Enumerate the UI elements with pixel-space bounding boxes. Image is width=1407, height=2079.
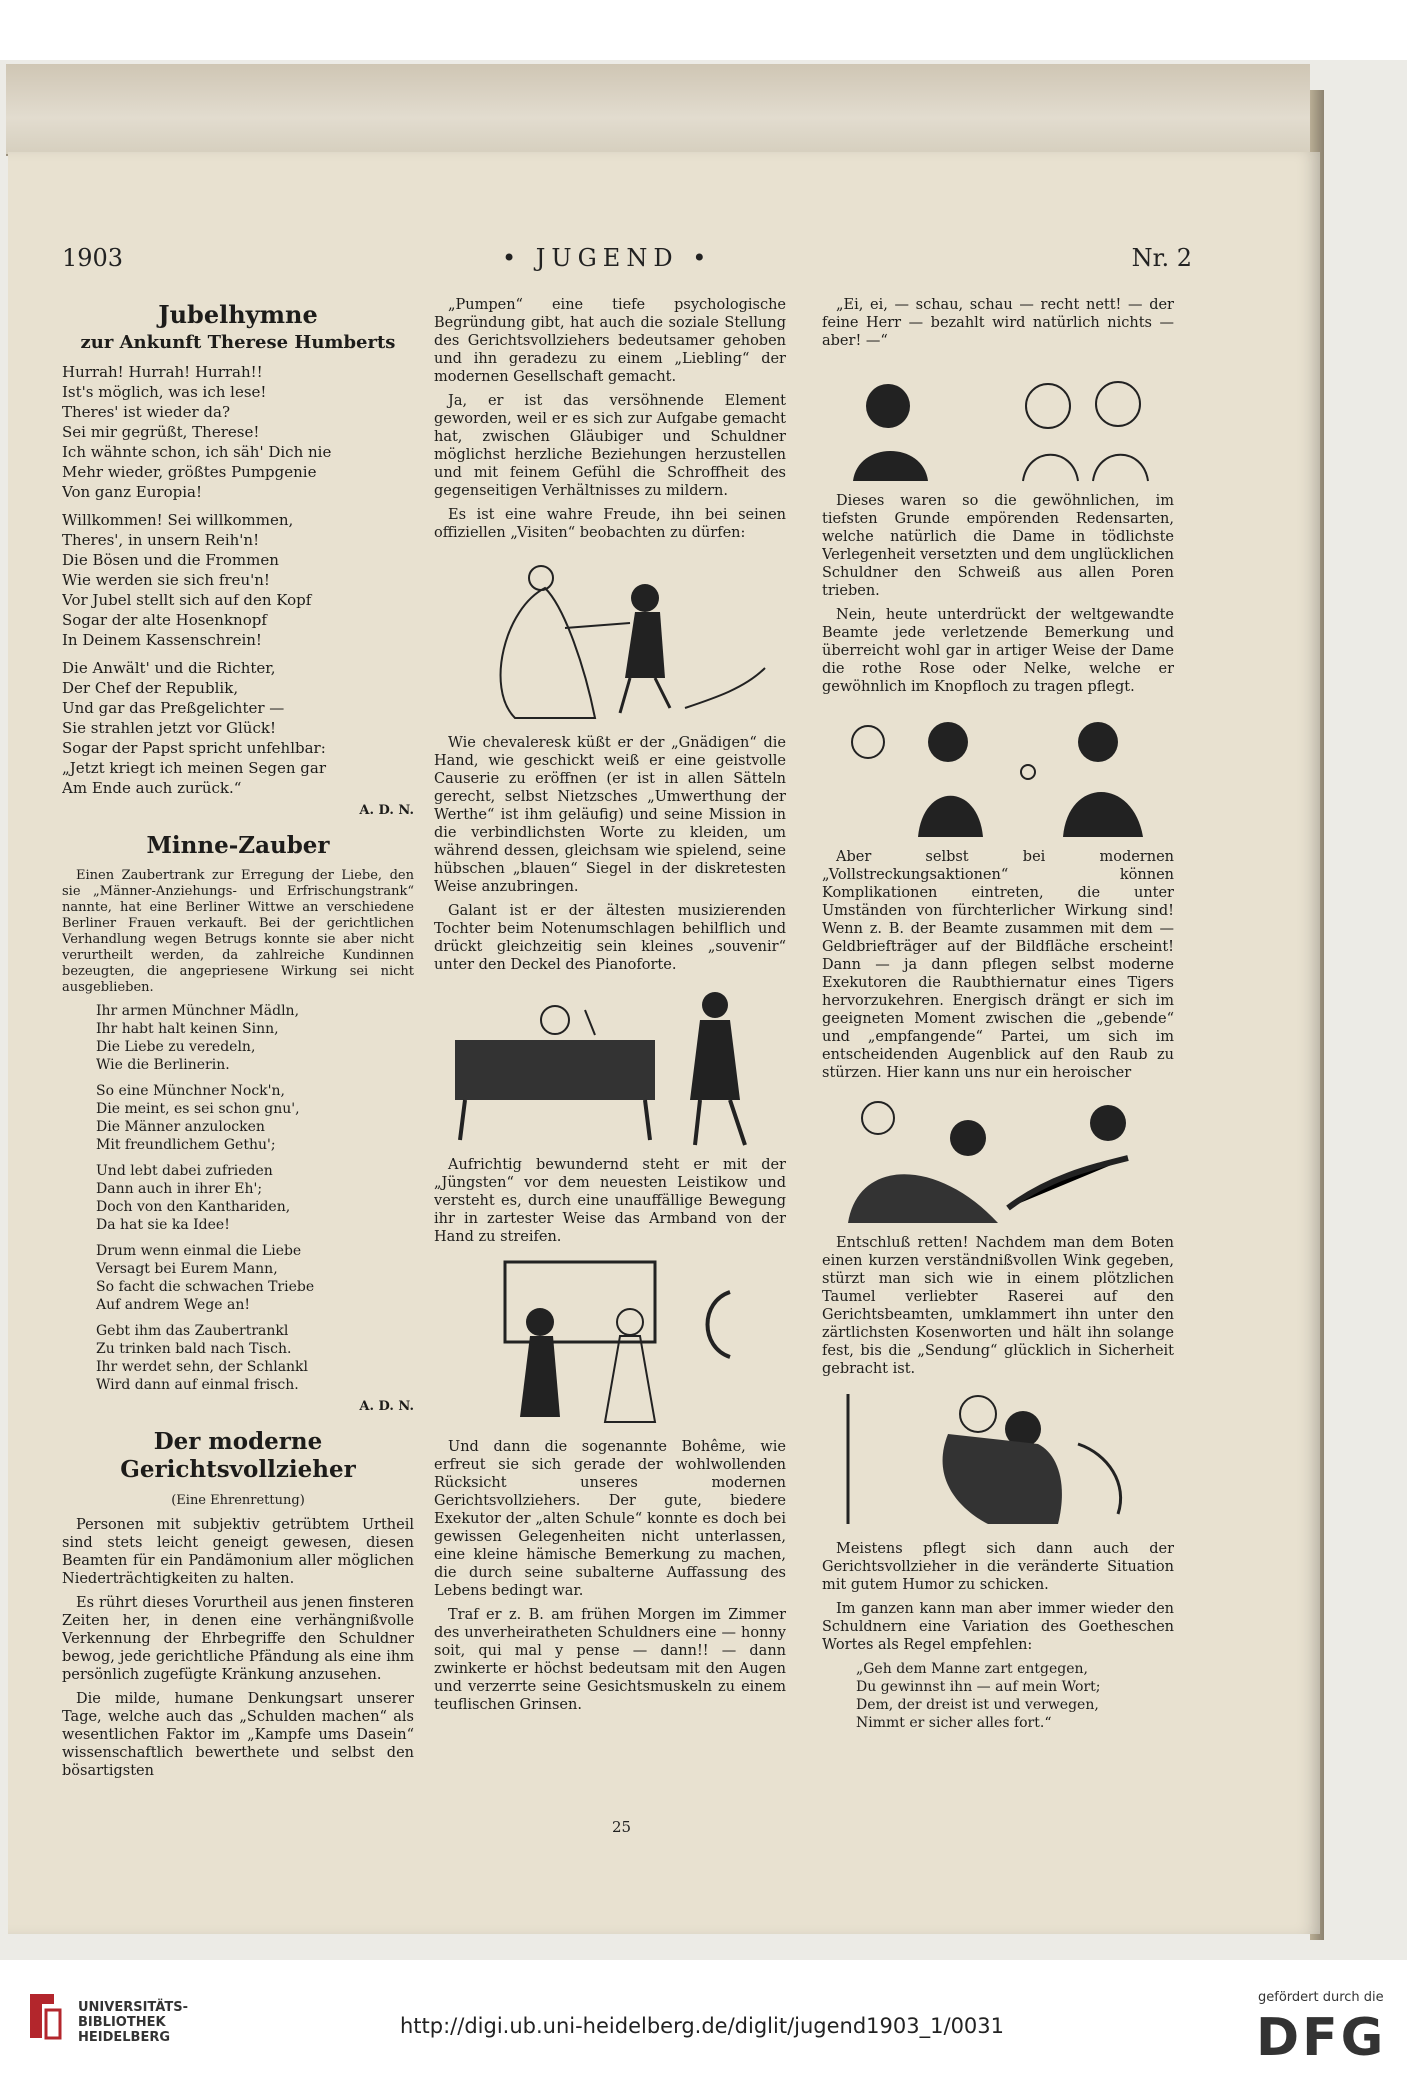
illustration-struggle bbox=[828, 1088, 1168, 1228]
header-year: 1903 bbox=[62, 244, 124, 272]
closing-verse: „Geh dem Manne zart entgegen, Du gewinnst ihn — auf mein Wort; Dem, der dreist ist und verwegen, Nimmt er sicher alles fort.“ bbox=[856, 1661, 1101, 1731]
article-title: Der moderne Gerichtsvollzieher bbox=[120, 1428, 356, 1483]
funder-caption: gefördert durch die bbox=[1258, 1990, 1384, 2005]
article-paragraph: Ja, er ist das versöhnende Element geworden, weil er es sich zur Aufgabe gemacht hat, zwischen Gläubiger und Schuldner möglichst herzliche Beziehungen herzustellen und mit feinem Gefühl die Schroffheit des gegenseitigen Verhältnisses zu mildern. bbox=[434, 393, 786, 499]
column-middle bbox=[434, 296, 786, 1846]
column-left bbox=[62, 296, 414, 1846]
article-paragraph: Aber selbst bei modernen „Vollstreckungsaktionen“ können Komplikationen eintreten, die unter Umständen von fürchterlicher Wirkung sind! Wenn z. B. der Beamte zusammen mit dem — Geldbriefträger auf der Bildfläche erscheint! Dann — ja dann pflegen selbst moderne Exekutoren die Raubthiernatur eines Tigers hervorzukehren. Energisch drängt er sich im geeigneten Moment zwischen die „gebende“ und „empfangende“ Partei, um sich im entscheidenden Augenblick auf den Raub zu stürzen. Hier kann uns nur ein heroischer bbox=[822, 849, 1174, 1081]
poem-stanza: Willkommen! Sei willkommen, Theres', in unsern Reih'n! Die Bösen und die Frommen Wie werden sie sich freu'n! Vor Jubel stellt sich auf den Kopf Sogar der alte Hosenknopf In Deinem Kassenschrein! bbox=[62, 511, 312, 649]
article-paragraph: Aufrichtig bewundernd steht er mit der „Jüngsten“ vor dem neuesten Leistikow und versteht es, durch eine unauffällige Bewegung ihr in zartester Weise das Armband von der Hand zu streifen. bbox=[434, 1157, 786, 1245]
source-url-link[interactable]: http://digi.ub.uni-heidelberg.de/diglit/jugend1903_1/0031 bbox=[400, 2014, 1005, 2038]
poem-title-jubelhymne: Jubelhymne bbox=[158, 300, 318, 329]
poem-stanza: Ihr armen Münchner Mädln, Ihr habt halt keinen Sinn, Die Liebe zu veredeln, Wie die Berlinerin. bbox=[96, 1003, 300, 1073]
article-paragraph: Und dann die sogenannte Bohême, wie erfreut sie sich gerade der wohlwollenden Rücksicht unseres modernen Gerichtsvollziehers. Der gute, biedere Exekutor der „alten Schule“ konnte es doch bei gewissen Gelegenheiten nicht unterlassen, eine kleine hämische Bemerkung zu machen, die durch seine subalterne Auffassung des Lebens bedingt war. bbox=[434, 1439, 786, 1599]
poem-intro: Einen Zaubertrank zur Erregung der Liebe, den sie „Männer-Anziehungs- und Erfrischungstrank“ nannte, hat eine Berliner Wittwe an verschiedene Berliner Frauen verkauft. Bei der gerichtlichen Verhandlung wegen Betrugs konnte sie aber nicht verurtheilt werden, da zahlreiche Kundinnen bezeugten, die angepriesene Wirkung sei nicht ausgeblieben. bbox=[62, 868, 414, 995]
illustration-rose-gift bbox=[828, 702, 1168, 842]
poem-signature: A. D. N. bbox=[359, 803, 414, 818]
poem-title-minne-zauber: Minne-Zauber bbox=[146, 832, 330, 859]
poem-signature: A. D. N. bbox=[359, 1399, 414, 1414]
page-number: 25 bbox=[612, 1818, 632, 1836]
article-paragraph: Wie chevaleresk küßt er der „Gnädigen“ die Hand, wie geschickt weiß er eine geistvolle Causerie zu eröffnen (er ist in allen Sätteln gerecht, selbst Nietzsches „Umwerthung der Werthe“ ist ihm geläufig) und seine Mission in die verbindlichsten Worte zu kleiden, um während dessen, gleichsam wie spielend, seine hübschen „blauen“ Siegel in der diskretesten Weise anzubringen. bbox=[434, 735, 786, 895]
article-paragraph: Galant ist er der ältesten musizierenden Tochter beim Notenumschlagen behilflich und drückt gleichzeitig sein kleines „souvenir“ unter den Deckel des Pianoforte. bbox=[434, 903, 786, 973]
poem-stanza: Hurrah! Hurrah! Hurrah!! Ist's möglich, was ich lese! Theres' ist wieder da? Sei mir gegrüßt, Therese! Ich wähnte schon, ich säh' Dich nie Mehr wieder, größtes Pumpgenie Von ganz Europia! bbox=[62, 363, 332, 501]
poem-stanza: Drum wenn einmal die Liebe Versagt bei Eurem Mann, So facht die schwachen Triebe Auf andrem Wege an! bbox=[96, 1243, 315, 1313]
library-logo-icon bbox=[24, 1990, 66, 2042]
illustration-embrace bbox=[828, 1384, 1168, 1534]
article-paragraph: Dieses waren so die gewöhnlichen, im tiefsten Grunde empörenden Redensarten, welche natürlich die Dame in tödlichste Verlegenheit versetzten und dem unglücklichen Schuldner den Schweiß aus allen Poren trieben. bbox=[822, 493, 1174, 599]
illustration-three-faces bbox=[828, 356, 1168, 486]
poem-stanza: So eine Münchner Nock'n, Die meint, es sei schon gnu', Die Männer anzulocken Mit freundlichem Gethu'; bbox=[96, 1083, 300, 1153]
article-paragraph: Entschluß retten! Nachdem man dem Boten einen kurzen verständnißvollen Wink gegeben, stürzt man sich wie in einem plötzlichen Taumel verliebter Raserei auf den Gerichtsbeamten, umklammert ihn unter den zärtlichsten Kosenworten und hält ihn solange fest, bis die „Sendung“ glücklich in Sicherheit gebracht ist. bbox=[822, 1235, 1174, 1377]
illustration-piano bbox=[445, 980, 775, 1150]
library-name: UNIVERSITÄTS- BIBLIOTHEK HEIDELBERG bbox=[78, 2000, 188, 2045]
book-top-edge bbox=[6, 64, 1310, 156]
article-paragraph: Meistens pflegt sich dann auch der Gerichtsvollzieher in die veränderte Situation mit gutem Humor zu schicken. bbox=[822, 1541, 1174, 1593]
poem-stanza: Die Anwält' und die Richter, Der Chef der Republik, Und gar das Preßgelichter — Sie strahlen jetzt vor Glück! Sogar der Papst spricht unfehlbar: „Jetzt kriegt ich meinen Segen gar Am Ende auch zurück.“ bbox=[62, 659, 326, 797]
funder-logo: DFG bbox=[1256, 2008, 1387, 2068]
article-paragraph: Im ganzen kann man aber immer wieder den Schuldnern eine Variation des Goetheschen Wortes als Regel empfehlen: bbox=[822, 1601, 1174, 1653]
column-right bbox=[822, 296, 1174, 1846]
poem-subtitle: zur Ankunft Therese Humberts bbox=[80, 332, 396, 353]
page-header bbox=[62, 244, 1192, 280]
article-paragraph: Es rührt dieses Vorurtheil aus jenen finsteren Zeiten her, in denen eine verhängnißvolle Verkennung der Ehrbegriffe den Schuldner bewog, jede gerichtliche Pfändung als eine ihm persönlich zugefügte Kränkung anzusehen. bbox=[62, 1595, 414, 1683]
poem-stanza: Gebt ihm das Zaubertrankl Zu trinken bald nach Tisch. Ihr werdet sehn, der Schlankl Wird dann auf einmal frisch. bbox=[96, 1323, 309, 1393]
article-paragraph: „Ei, ei, — schau, schau — recht nett! — der feine Herr — bezahlt wird natürlich nichts — aber! —“ bbox=[822, 297, 1174, 349]
article-paragraph: Personen mit subjektiv getrübtem Urtheil sind stets leicht geneigt gewesen, diesen Beamten für ein Pandämonium aller möglichen Niederträchtigkeiten zu halten. bbox=[62, 1517, 414, 1587]
poem-stanza: Und lebt dabei zufrieden Dann auch in ihrer Eh'; Doch von den Kanthariden, Da hat sie ka Idee! bbox=[96, 1163, 291, 1233]
article-paragraph: Nein, heute unterdrückt der weltgewandte Beamte jede verletzende Bemerkung und überreicht wohl gar in artiger Weise der Dame die rothe Rose oder Nelke, welche er gewöhnlich im Knopfloch zu tragen pflegt. bbox=[822, 607, 1174, 695]
article-paragraph: Traf er z. B. am frühen Morgen im Zimmer des unverheiratheten Schuldners eine — honny soit, qui mal y pense — dann!! — dann zwinkerte er höchst bedeutsam mit den Augen und verzerrte seine Gesichtsmuskeln zu einem teuflischen Grinsen. bbox=[434, 1607, 786, 1713]
illustration-gallery bbox=[445, 1252, 775, 1432]
article-paragraph: Die milde, humane Denkungsart unserer Tage, welche auch das „Schulden machen“ als wesentlichen Faktor im „Kampfe ums Dasein“ wissenschaftlich bewerthete und selbst den bösartigsten bbox=[62, 1691, 414, 1779]
article-subtitle: (Eine Ehrenrettung) bbox=[171, 1493, 305, 1508]
header-issue: Nr. 2 bbox=[1131, 244, 1192, 272]
header-title: • JUGEND • bbox=[502, 244, 713, 272]
article-paragraph: „Pumpen“ eine tiefe psychologische Begründung gibt, hat auch die soziale Stellung des Gerichtsvollziehers bedeutsamer gehoben und ihn geradezu zu einem „Liebling“ der modernen Gesellschaft gemacht. bbox=[434, 297, 786, 385]
illustration-hand-kiss bbox=[445, 548, 775, 728]
article-paragraph: Es ist eine wahre Freude, ihn bei seinen offiziellen „Visiten“ beobachten zu dürfen: bbox=[434, 507, 786, 541]
